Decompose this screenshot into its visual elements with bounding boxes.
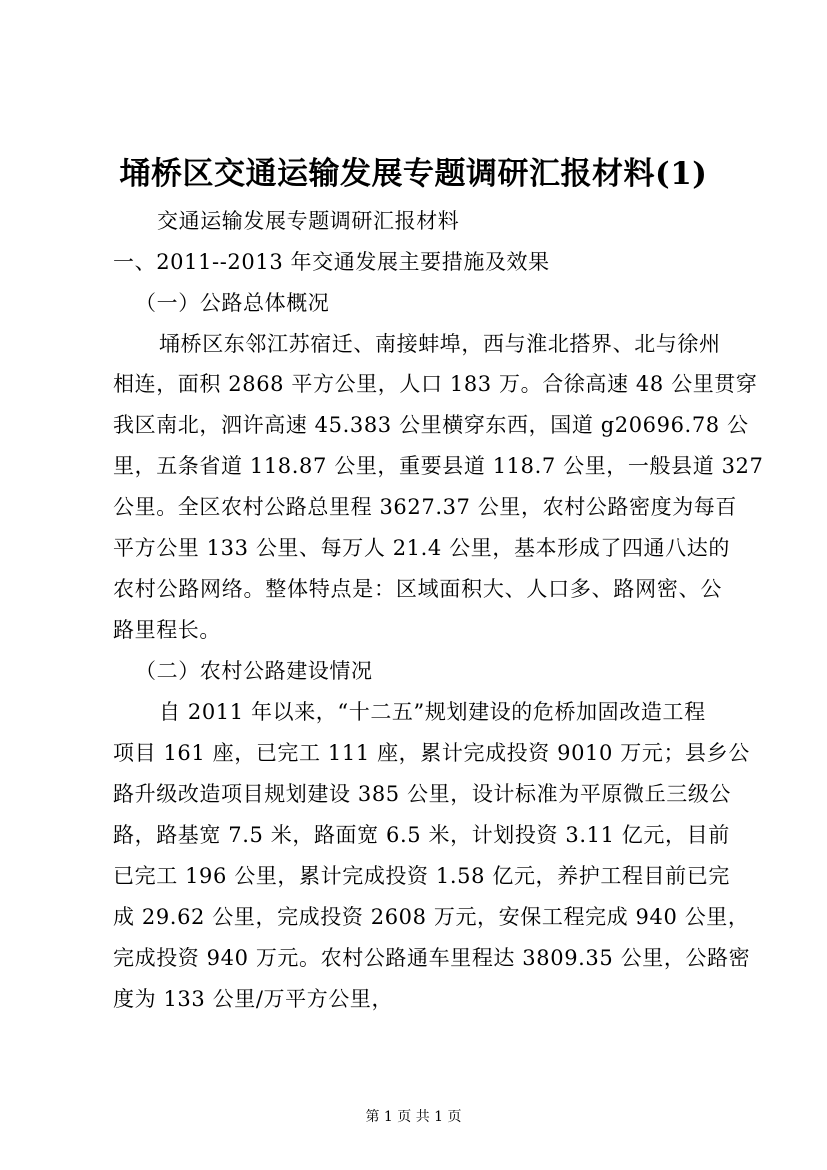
subtitle: 交通运输发展专题调研汇报材料 xyxy=(157,209,460,233)
paragraph-line: 路里程长。 xyxy=(113,618,221,642)
paragraph-line: 我区南北，泗许高速 45.383 公里横穿东西，国道 g20696.78 公 xyxy=(113,413,749,437)
paragraph-line: 埇桥区东邻江苏宿迁、南接蚌埠，西与淮北搭界、北与徐州 xyxy=(159,332,721,356)
subsection-heading: （二）农村公路建设情况 xyxy=(135,659,373,683)
page-footer: 第 1 页 共 1 页 xyxy=(365,1109,462,1125)
paragraph-line: 完成投资 940 万元。农村公路通车里程达 3809.35 公里，公路密 xyxy=(113,946,751,970)
paragraph-line: 里，五条省道 118.87 公里，重要县道 118.7 公里，一般县道 327 xyxy=(113,454,764,478)
paragraph-line: 公里。全区农村公路总里程 3627.37 公里，农村公路密度为每百 xyxy=(113,495,737,519)
paragraph-line: 路升级改造项目规划建设 385 公里，设计标准为平原微丘三级公 xyxy=(113,782,732,806)
paragraph-line: 度为 133 公里/万平方公里， xyxy=(113,987,394,1011)
paragraph-line: 成 29.62 公里，完成投资 2608 万元，安保工程完成 940 公里， xyxy=(113,905,750,929)
paragraph-line: 农村公路网络。整体特点是：区域面积大、人口多、路网密、公 xyxy=(113,577,722,601)
paragraph-line: 路，路基宽 7.5 米，路面宽 6.5 米，计划投资 3.11 亿元，目前 xyxy=(113,823,730,847)
paragraph-line: 平方公里 133 公里、每万人 21.4 公里，基本形成了四通八达的 xyxy=(113,536,730,560)
document-title: 埇桥区交通运输发展专题调研汇报材料(1) xyxy=(119,156,708,192)
paragraph-line: 项目 161 座，已完工 111 座，累计完成投资 9010 万元；县乡公 xyxy=(113,741,750,765)
subsection-heading: （一）公路总体概况 xyxy=(135,291,330,315)
paragraph-line: 自 2011 年以来，“十二五”规划建设的危桥加固改造工程 xyxy=(159,700,706,724)
section-heading: 一、2011--2013 年交通发展主要措施及效果 xyxy=(113,250,550,274)
paragraph-line: 已完工 196 公里，累计完成投资 1.58 亿元，养护工程目前已完 xyxy=(113,864,730,888)
paragraph-line: 相连，面积 2868 平方公里，人口 183 万。合徐高速 48 公里贯穿 xyxy=(113,372,758,396)
